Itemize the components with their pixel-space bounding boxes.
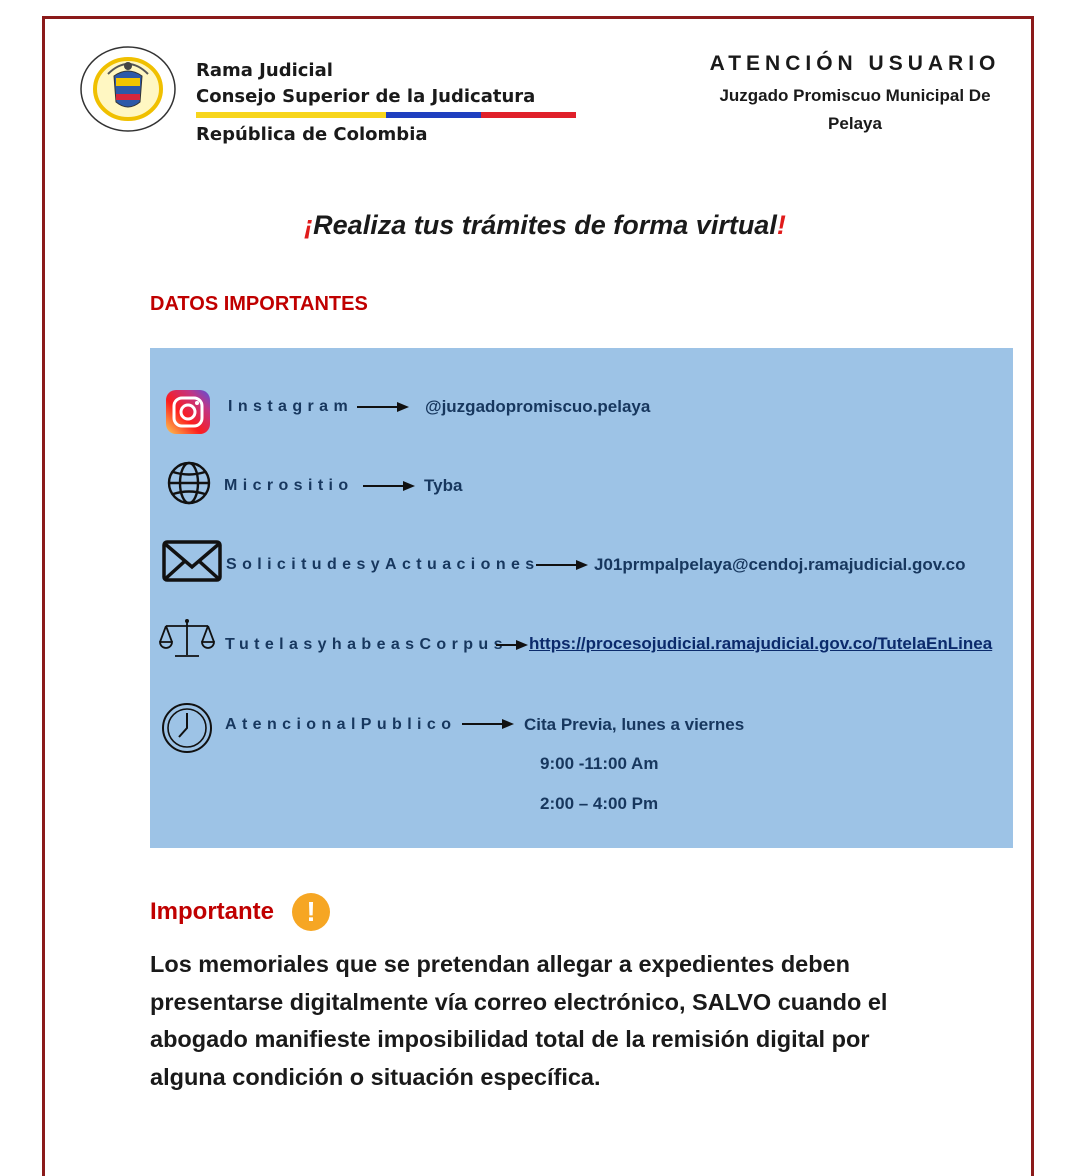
attention-label: AtencionalPublico: [225, 716, 457, 733]
attention-subtitle: [700, 82, 1010, 138]
org-country: República de Colombia: [196, 124, 428, 145]
tutelas-label: TutelasyhabeasCorpus: [225, 636, 508, 653]
headline-text: Realiza tus trámites de forma virtual: [313, 210, 777, 240]
important-title: Importante: [150, 898, 275, 925]
row-requests: [150, 540, 1013, 590]
headline-open-mark: ¡: [304, 210, 314, 240]
instagram-icon: [166, 390, 210, 434]
row-microsite: [150, 460, 1013, 510]
org-council: Consejo Superior de la Judicatura: [196, 86, 536, 107]
microsite-label: Micrositio: [224, 477, 354, 494]
important-body: [150, 946, 950, 1096]
org-block: [196, 58, 580, 148]
arrow-icon: [462, 718, 514, 730]
attention-hours-afternoon: 2:00 – 4:00 Pm: [540, 794, 659, 813]
arrow-icon: [357, 401, 409, 413]
clock-icon: [161, 702, 213, 754]
microsite-value[interactable]: Tyba: [424, 476, 463, 495]
seal-logo: [78, 44, 178, 134]
requests-label: SolicitudesyActuaciones: [226, 556, 540, 573]
arrow-icon: [363, 480, 415, 492]
headline-close-mark: !: [776, 210, 786, 240]
attention-subtitle-line-1: Juzgado Promiscuo Municipal De: [719, 86, 991, 105]
row-instagram: [150, 388, 1013, 438]
row-attention: [150, 702, 1013, 822]
flag-bar: [196, 112, 576, 118]
scales-icon: [158, 618, 216, 660]
exclamation-icon: !: [292, 893, 330, 931]
tutelas-link[interactable]: https://procesojudicial.ramajudicial.gov.co/TutelaEnLinea: [529, 634, 993, 653]
instagram-handle[interactable]: @juzgadopromiscuo.pelaya: [425, 397, 651, 416]
important-line-1: Los memoriales que se pretendan allegar a expedientes deben: [150, 951, 851, 977]
arrow-icon: [496, 639, 528, 651]
instagram-label: Instagram: [228, 398, 354, 415]
attention-subtitle-line-2: Pelaya: [828, 114, 882, 133]
org-name: Rama Judicial: [196, 60, 333, 81]
important-line-4: alguna condición o situación específica.: [150, 1063, 601, 1090]
attention-title: ATENCIÓN USUARIO: [709, 52, 1001, 75]
important-line-2: presentarse digitalmente vía correo electrónico, SALVO cuando el: [150, 988, 888, 1015]
important-line-3: abogado manifieste imposibilidad total de la remisión digital por: [150, 1026, 870, 1052]
row-tutelas: [150, 618, 1013, 668]
globe-icon: [166, 460, 212, 506]
section-title: DATOS IMPORTANTES: [150, 293, 368, 315]
requests-email[interactable]: J01prmpalpelaya@cendoj.ramajudicial.gov.co: [594, 555, 966, 574]
arrow-icon: [536, 559, 588, 571]
info-panel: [150, 348, 1013, 848]
envelope-icon: [162, 540, 222, 582]
attention-value: Cita Previa, lunes a viernes: [524, 715, 745, 734]
attention-hours-morning: 9:00 -11:00 Am: [540, 754, 659, 773]
headline: [150, 210, 940, 241]
